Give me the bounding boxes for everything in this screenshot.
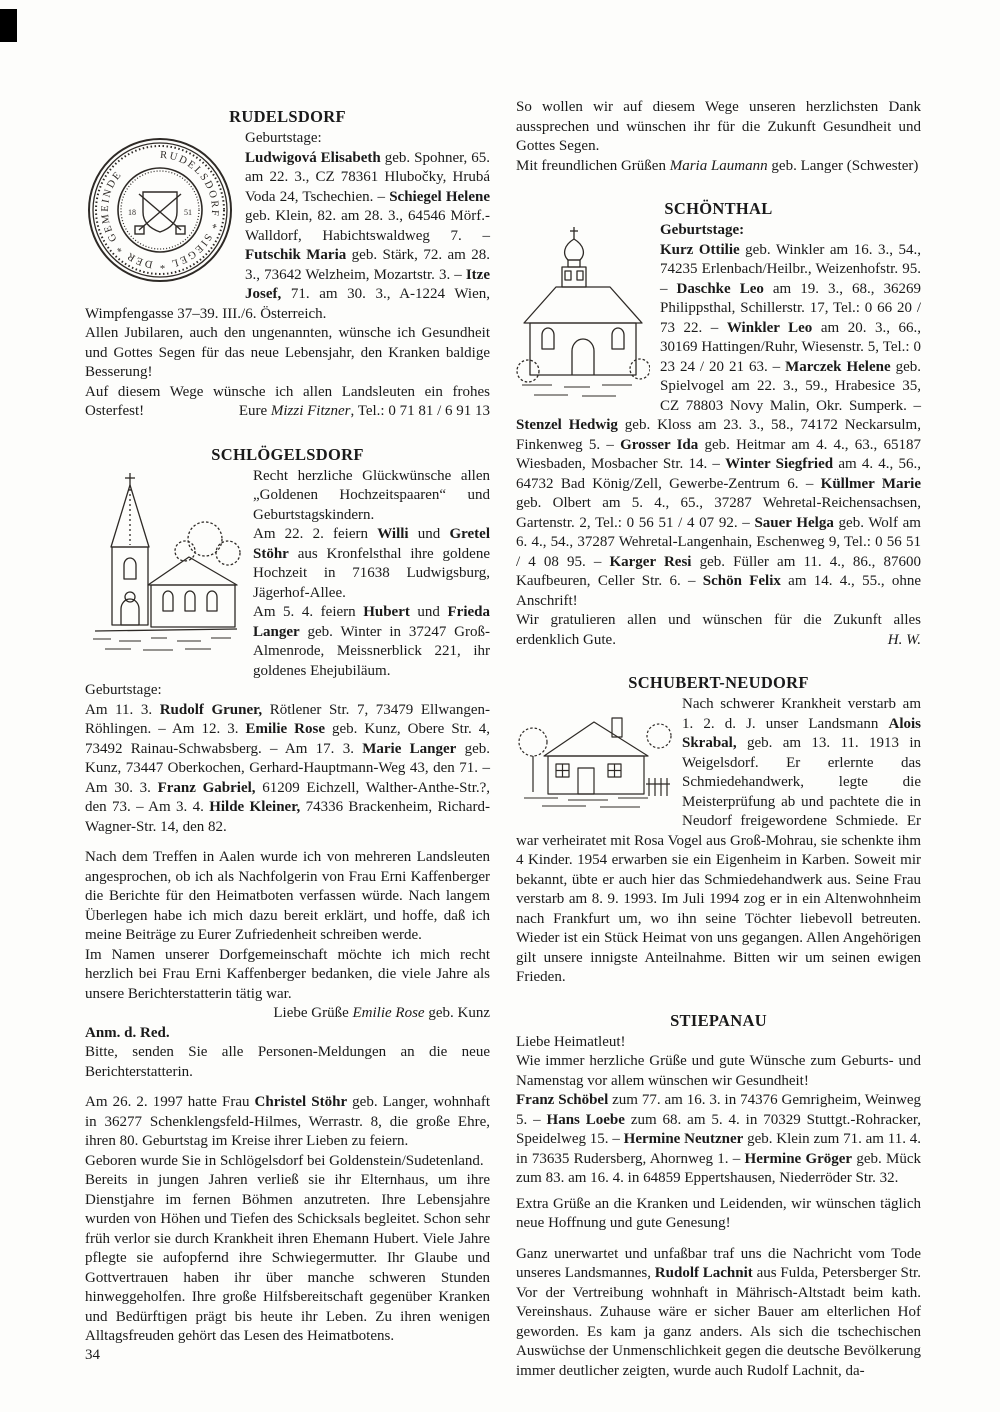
geburtstage-label: Geburtstage: — [85, 682, 162, 698]
rudelsdorf-birthday-list: Ludwigová Elisabeth geb. Spohner, 65. am 22. 3., CZ 78361 Hlubočky, Hrubá Voda 24, Tschechien. – Schiegel Helene geb. Klein, 82. am 28. 3., 64546 Mörf.-Walldorf, Habichtswaldweg 7. – Futschik Maria geb. Stärk, 72. am 28. 3., 73642 Welzheim, Mozartstr. 3. – Itze Josef, 71. am 30. 3., A-1224 Wien, Wimpfengasse 37–39. III./6. Österreich. — [85, 149, 490, 322]
stiepanau-salutation: Liebe Heimatleut! — [516, 1033, 626, 1050]
rudelsdorf-signature: Eure Mizzi Fitzner, Tel.: 0 71 81 / 6 91 13 — [238, 403, 490, 419]
christel-stoehr-paragraph-1: Am 26. 2. 1997 hatte Frau Christel Stöhr geb. Langer, wohnhaft in 36277 Schenklengsfeld-Hilmes, Werrastr. 8, die große Ehre, ihren 80. Geburtstag im Kreise ihrer Lieben zu feiern. — [85, 1094, 490, 1149]
schloegelsdorf-church-illustration — [85, 469, 245, 669]
section-title-stiepanau: STIEPANAU — [670, 1010, 767, 1030]
section-schoenthal — [516, 199, 921, 650]
skrabal-obituary-paragraph: Nach schwerer Krankheit verstarb am 1. 2. d. J. unser Landsmann Alois Skrabal, geb. am 13. 11. 1913 in Weigelsdorf. Er erlernte das Schmiedehandwerk, legte die Meisterprüfung ab und pachtete die in Neudorf freigewordene Schmiede. Er war verheiratet mit Rosa Vogel aus Groß-Mohrau, sie schenkte ihm 4 Kinder. 1954 erwarben sie ein Eigenheim in Karben. Soweit mir bekannt, übte er auch hier das Schmiedehandwerk aus. Seine Frau verstarb am 8. 9. 1993. Im Juli 1994 zog er in ein Altenwohnheim nach Frankfurt um, wo ihn seine Töchter liebevoll betreuten. Wieder ist ein Stück Heimat von uns gegangen. Allen Angehörigen gilt unsere innigste Anteilnahme. Bitten wir um seinen ewigen Frieden. — [516, 696, 921, 985]
dank-paragraph: So wollen wir auf diesem Wege unseren herzlichsten Dank aussprechen und wünschen ihr für die Zukunft Gesundheit und Gottes Segen. — [516, 99, 921, 154]
section-rudelsdorf — [85, 107, 490, 422]
dank-signature-paragraph: Mit freundlichen Grüßen Maria Laumann geb. Langer (Schwester) — [516, 157, 919, 174]
schloegelsdorf-intro-paragraph: Recht herzliche Glückwünsche allen „Goldenen Hochzeitspaaren“ und Geburtstagskindern. — [253, 467, 490, 523]
correspondent-thanks-paragraph: Im Namen unserer Dorfgemeinschaft möchte ich mich recht herzlich bei Frau Erni Kaffenberger bedanken, die viele Jahre als unsere Berichterstatterin tätig war. — [85, 946, 490, 1002]
editor-note-label: Anm. d. Red. — [85, 1024, 170, 1041]
left-column — [85, 98, 490, 1381]
correspondent-report-paragraph: Nach dem Treffen in Aalen wurde ich von mehreren Landsleuten angesprochen, ob ich als Nachfolgerin von Frau Erni Kaffenberger die Berichte für den Heimatboten verfassen würde. Nach langem Überlegen habe ich mich dazu bereit erklärt, und hoffe, daß ich meine Beiträge zu Eurer Zufriedenheit schreiben werde. — [85, 849, 490, 943]
scan-corner-mark — [0, 9, 17, 42]
schoenthal-birthday-list: Kurz Ottilie geb. Winkler am 16. 3., 54., 74235 Erlenbach/Heilbr., Weizenhofstr. 95. – Daschke Leo am 19. 3., 68., 36269 Philippsthal, Schillerstr. 17, Tel.: 0 66 20 / 73 22. – Winkler Leo am 20. 3., 66., 30169 Hattingen/Ruhr, Wiesenstr. 5, Tel.: 0 23 24 / 20 21 63. – Marczek Helene geb. Spielvogel am 22. 3., 59., Hrabesice 35, CZ 78803 Novy Malin, Okr. Sumperk. – Stenzel Hedwig geb. Kloss am 23. 3., 58., 74172 Neckarsulm, Finkenweg 5. – Grosser Ida geb. Heitmar am 4. 4., 63., 65187 Wiesbaden, Mosbacher Str. 14. – Winter Siegfried am 4. 4., 56., 64732 Bad König/Zell, Gewerbe-Zentrum 6. – Küllmer Marie geb. Olbert am 5. 4., 65., 37287 Wehretal-Reichensachsen, Gartenstr. 2, Tel.: 0 56 51 / 4 07 92. – Sauer Helga geb. Wolf am 6. 4., 54., 37287 Wehretal-Langenhain, Eschenweg 9, Tel.: 0 56 51 / 4 08 95. – Karger Resi geb. Füller am 11. 4., 86., 87600 Kaufbeuren, Celler Str. 6. – Schön Felix am 14. 4., 55., ohne Anschrift! — [516, 241, 922, 609]
farmhouse-drawing — [516, 698, 674, 812]
schoenthal-chapel-illustration — [516, 223, 650, 405]
section-title-schubert-neudorf: SCHUBERT-NEUDORF — [628, 673, 809, 692]
seal-year-left: 18 — [128, 208, 136, 217]
section-title-schloegelsdorf: SCHLÖGELSDORF — [211, 444, 364, 464]
geburtstage-label: Geburtstage: — [660, 222, 745, 238]
page-number: 34 — [85, 1347, 100, 1363]
schloegelsdorf-signature: Liebe Grüße Emilie Rose geb. Kunz — [273, 1005, 490, 1021]
section-dank — [516, 98, 921, 176]
schubert-neudorf-farmhouse-illustration — [516, 698, 674, 812]
editor-note-text: Bitte, senden Sie alle Personen-Meldungen an die neue Berichterstatterin. — [85, 1044, 490, 1080]
right-column — [516, 98, 921, 1381]
christel-stoehr-paragraph-2: Geboren wurde Sie in Schlögelsdorf bei Goldenstein/Sudetenland. — [85, 1152, 484, 1169]
section-schubert-neudorf — [516, 673, 921, 988]
rudelsdorf-jubilare-paragraph: Allen Jubilaren, auch den ungenannten, wünsche ich Gesundheit und Gottes Segen für das neue Lebensjahr, den Kranken baldige Besserung! — [85, 325, 490, 380]
lachnit-obituary-paragraph: Ganz unerwartet und unfaßbar traf uns die Nachricht vom Tode unseres Landsmannes, Rudolf Lachnit aus Fulda, Petersberger Str. Vor der Vertreibung wohnhaft in Mährisch-Altstadt beim kath. Vereinshaus. Zuhause wäre er sicher Bauer am elterlichen Hof geworden. Es kam ja ganz anders. Als sich die tschechischen Auswüchse der Unmenschlichkeit gegen die deutsche Bevölkerung immer deutlicher zeigten, wurde auch Rudolf Lachnit, da- — [516, 1245, 921, 1379]
stiepanau-kranken-paragraph: Extra Grüße an die Kranken und Leidenden, wir wünschen täglich neue Hoffnung und gute Genesung! — [516, 1195, 921, 1231]
rudelsdorf-seal-illustration — [85, 132, 235, 288]
seal-drawing — [85, 132, 235, 288]
geburtstage-label: Geburtstage: — [245, 130, 322, 146]
stiepanau-intro-paragraph: Wie immer herzliche Grüße und gute Wünsche zum Geburts- und Namenstag vor allem wünschen wir Gesundheit! — [516, 1053, 921, 1089]
two-column-layout — [85, 98, 921, 1381]
crossed-hammers-emblem — [135, 192, 185, 234]
stiepanau-birthday-list: Franz Schöbel zum 77. am 16. 3. in 74376 Gemrigheim, Weinweg 5. – Hans Loebe zum 68. am 5. 4. in 70329 Stuttgt.-Rohracker, Speidelweg 15. – Hermine Neutzner geb. Klein zum 71. am 11. 4. in 73635 Rudersberg, Ahornweg 1. – Hermine Gröger geb. Mück zum 83. am 16. 4. in 64859 Eppertshausen, Niederröder Str. 32. — [516, 1092, 922, 1186]
schloegelsdorf-birthday-list: Am 11. 3. Rudolf Gruner, Rötlener Str. 7, 73479 Ellwangen-Röhlingen. – Am 12. 3. Emilie Rose geb. Kunz, Obere Str. 4, 73492 Rainau-Schwabsberg. – Am 17. 3. Marie Langer geb. Kunz, 73447 Oberkochen, Gerhard-Hauptmann-Weg 43, den 71. – Am 30. 3. Franz Gabriel, 61209 Eichzell, Walther-Anthe-Str.?, den 73. – Am 3. 4. Hilde Kleiner, 74336 Brackenheim, Richard-Wagner-Str. 14, den 82. — [85, 701, 491, 835]
section-schloegelsdorf — [85, 445, 490, 1347]
christel-stoehr-paragraph-3: Bereits in jungen Jahren verließ sie ihr Elternhaus, um ihre Dienstjahre im fernen Böhmen anzutreten. Ihre Lebensjahre wurden von Höhen und Tiefen des Schicksals begleitet. Schon sehr früh verlor sie durch Krankheit ihren Ehemann Hubert. Viele Jahre pflegte sie aufopfernd ihre Schwiegermutter. Ihr Glaube und Gottvertrauen haben ihr über manche schweren Stunden hinweggeholfen. Ihre große Hilfsbereitschaft gegenüber Kranken und Bedürftigen prägt bis heute ihr Leben. Zu ihren wenigen Alltagsfreuden gehört das Lesen des Heimatbotens. — [85, 1172, 490, 1344]
section-title-schoenthal: SCHÖNTHAL — [664, 199, 773, 218]
section-title-rudelsdorf: RUDELSDORF — [229, 107, 346, 126]
seal-rim-text: RUDELSDORF * SIEGEL * DER * GEMEINDE — [99, 149, 221, 271]
church-drawing — [85, 469, 245, 669]
schoenthal-gratulation-paragraph: Wir gratulieren allen und wünschen für die Zukunft alles erdenklich Gute. — [516, 612, 921, 648]
golden-wedding-stoehr: Am 22. 2. feiern Willi und Gretel Stöhr aus Kronfelsthal ihre goldene Hochzeit in 71638 Ludwigsburg, Jägerhof-Allee. — [253, 526, 490, 601]
golden-wedding-langer: Am 5. 4. feiern Hubert und Frieda Langer geb. Winter in 37247 Groß-Almenrode, Meissnerblick 221, ihr goldenes Ehejubiläum. — [253, 604, 490, 679]
seal-year-right: 51 — [184, 208, 192, 217]
section-stiepanau — [516, 1011, 921, 1382]
chapel-drawing — [516, 223, 650, 405]
rudelsdorf-osterfest-paragraph: Auf diesem Wege wünsche ich allen Landsleuten ein frohes Osterfest! — [85, 383, 490, 419]
schoenthal-signature: H. W. — [887, 631, 921, 648]
